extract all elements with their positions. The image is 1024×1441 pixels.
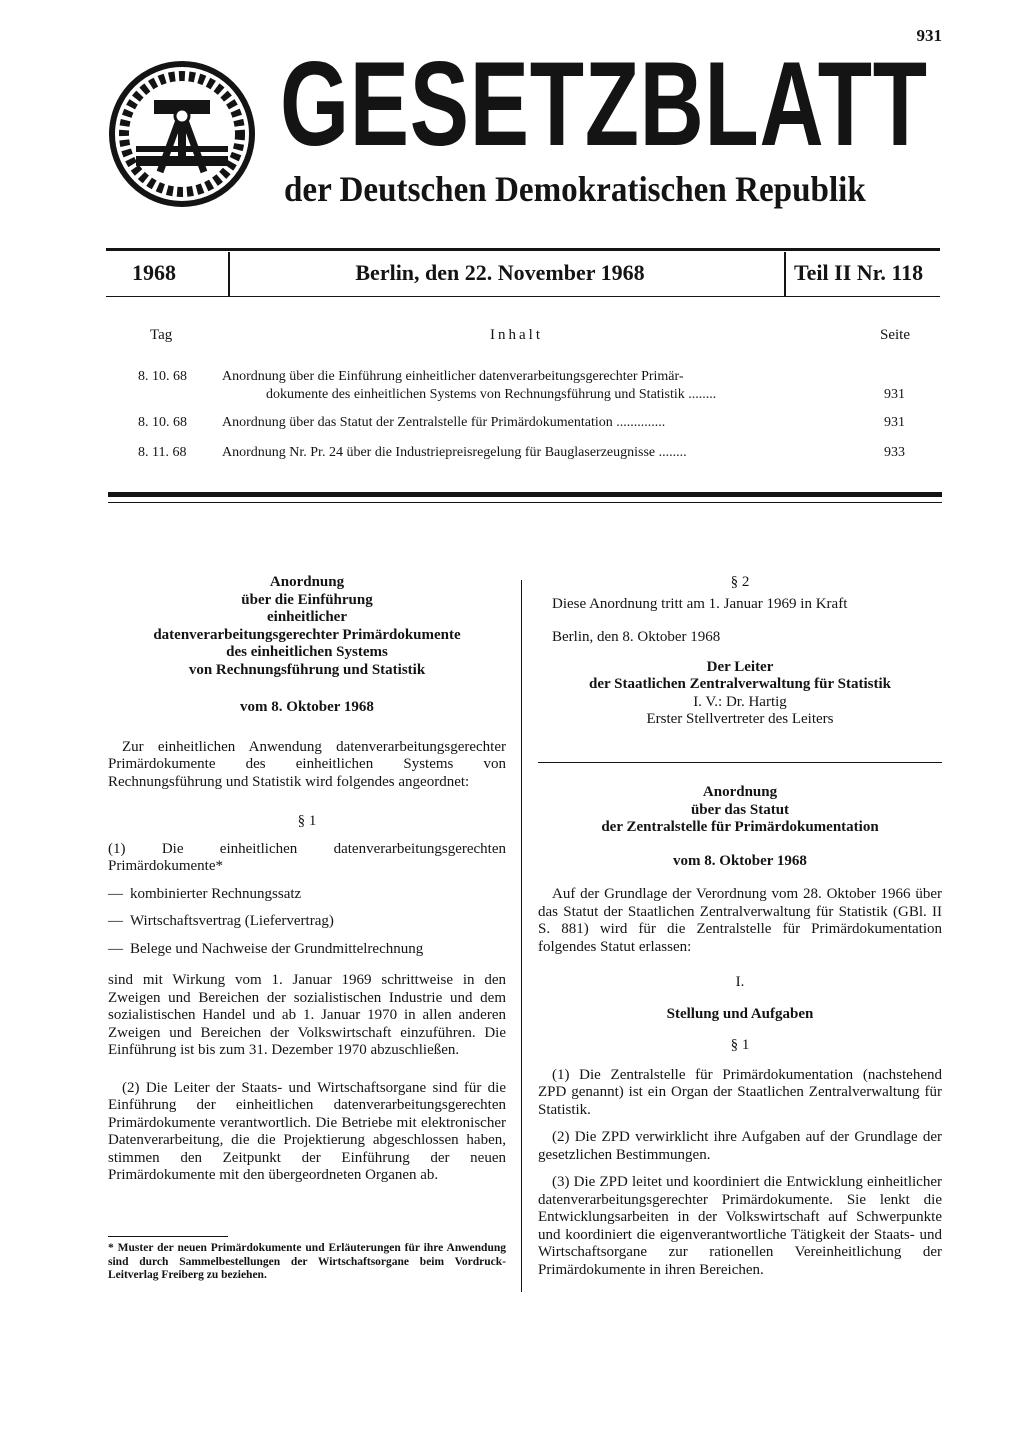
left-s1-p1: (1) Die einheitlichen datenverarbeitungsgerechten Primärdokumente*: [108, 840, 506, 874]
footnote-rule: [108, 1236, 228, 1237]
toc-rule-thick: [108, 492, 942, 497]
issue-divider: [228, 252, 230, 296]
footnote: * Muster der neuen Primärdokumente und Erläuterungen für ihre Anwendung sind durch Sammelbestellungen der Wirtschaftsorgane beim Vordruck-Leitverlag Freiberg zu beziehen.: [108, 1242, 506, 1281]
dash-marker: —: [108, 940, 123, 957]
toc-entry-title[interactable]: [222, 368, 842, 404]
right-date: vom 8. Oktober 1968: [673, 852, 807, 869]
title-line: Anordnung: [269, 574, 345, 590]
list-item: [108, 941, 506, 959]
toc-entry-date: 8. 10. 68: [138, 369, 187, 384]
toc-col-date: Tag: [150, 327, 173, 343]
right-s2-text: Diese Anordnung tritt am 1. Januar 1969 in Kraft: [552, 595, 848, 612]
title-line: datenverarbeitungsgerechter Primärdokumente: [153, 626, 461, 643]
right-p2: (2) Die ZPD verwirklicht ihre Aufgaben auf der Grundlage der gesetzlichen Bestimmungen.: [538, 1129, 942, 1163]
list-item-text: kombinierter Rechnungssatz: [130, 885, 302, 902]
state-emblem: [108, 60, 256, 208]
title-line: einheitlicher: [267, 609, 347, 625]
toc-entry-page: 931: [884, 387, 905, 402]
signatory-name: I. V.: Dr. Hartig: [693, 693, 787, 710]
list-item-text: Wirtschaftsvertrag (Liefervertrag): [130, 913, 334, 929]
right-p3: (3) Die ZPD leitet und koordiniert die Entwicklung einheitlicher datenverarbeitungsgerechter Primärdokumente. Sie lenkt die Entwicklungsarbeiten in der Volkswirtschaft auf Schwerpunkte und koordiniert die eigenverantwortliche Tätigkeit der Staats- und Wirtschaftsorgane zur rationellen Vereinheitlichung der Primärdokumente in ihren Bereichen.: [538, 1174, 942, 1278]
right-s2-heading: § 2: [730, 574, 750, 590]
list-item: [108, 886, 506, 904]
left-title: [108, 574, 506, 679]
title-line: des einheitlichen Systems: [226, 644, 388, 660]
part-heading: I.: [735, 974, 745, 990]
left-s1-cont: sind mit Wirkung vom 1. Januar 1969 schrittweise in den Zweigen und Bereichen der sozialistischen Industrie und dem sozialistischen Handel und ab 1. Januar 1970 in allen anderen Zweigen und Bereichen der Volkswirtschaft einzuführen. Die Einführung ist bis zum 31. Dezember 1970 abzuschließen.: [108, 972, 506, 1058]
signatory-title: Der Leiter: [706, 658, 774, 675]
toc-entry-title-line: Anordnung über die Einführung einheitlicher datenverarbeitungsgerechter Primär-: [222, 369, 684, 384]
issue-divider: [784, 252, 786, 296]
right-column: [538, 784, 942, 1279]
toc-entry-date: 8. 11. 68: [138, 445, 187, 460]
left-s1-p2: (2) Die Leiter der Staats- und Wirtschaftsorgane sind für die Einführung der einheitlichen datenverarbeitungsgerechten Primärdokumente verantwortlich. Die Betriebe mit elektronischer Datenverarbeitung, die die Projektierung abgeschlossen haben, stimmen den Zeitpunkt der Einführung der neuen Primärdokumente mit den übergeordneten Organen ab.: [108, 1079, 506, 1183]
masthead-subtitle: der Deutschen Demokratischen Republik: [284, 169, 866, 209]
issue-rule: [106, 296, 940, 297]
issue-year: 1968: [132, 260, 176, 285]
list-item: [108, 913, 506, 931]
dash-marker: —: [108, 913, 123, 929]
toc-col-content: Inhalt: [490, 327, 543, 343]
title-line: über das Statut: [690, 801, 790, 818]
signatory-title: der Staatlichen Zentralverwaltung für Statistik: [589, 676, 891, 692]
column-rule: [521, 580, 522, 1292]
left-date: vom 8. Oktober 1968: [240, 699, 374, 715]
toc-col-page: Seite: [880, 327, 910, 343]
part-title: Stellung und Aufgaben: [666, 1005, 814, 1022]
title-line: der Zentralstelle für Primärdokumentation: [601, 819, 879, 835]
left-column: [108, 574, 506, 1185]
page-number: 931: [916, 26, 942, 45]
title-line: von Rechnungsführung und Statistik: [188, 661, 426, 678]
toc-entry-date: 8. 10. 68: [138, 415, 187, 430]
right-s1-heading: § 1: [730, 1037, 750, 1053]
masthead-title: GESETZBLATT: [280, 37, 928, 171]
toc-entry-page: 931: [884, 415, 905, 430]
title-line: Anordnung: [702, 784, 778, 800]
right-title: [538, 784, 942, 837]
dash-marker: —: [108, 885, 123, 902]
title-line: über die Einführung: [241, 591, 373, 608]
toc-rule-thin: [108, 502, 942, 503]
list-item-text: Belege und Nachweise der Grundmittelrechnung: [130, 940, 424, 957]
issue-part: Teil II Nr. 118: [794, 260, 924, 285]
right-p1: (1) Die Zentralstelle für Primärdokumentation (nachstehend ZPD genannt) ist ein Organ der Staatlichen Zentralverwaltung für Statistik.: [538, 1066, 942, 1118]
left-preamble: Zur einheitlichen Anwendung datenverarbeitungsgerechter Primärdokumente des einheitlichen Systems von Rechnungsführung und Statistik wird folgendes angeordnet:: [108, 738, 506, 790]
right-column-top: [538, 574, 942, 729]
header-rule: [106, 248, 940, 251]
issue-date: Berlin, den 22. November 1968: [355, 260, 645, 285]
toc-entry-title[interactable]: Anordnung Nr. Pr. 24 über die Industriepreisregelung für Bauglaserzeugnisse ........: [222, 445, 687, 460]
signatory-role: Erster Stellvertreter des Leiters: [646, 711, 834, 727]
right-preamble: Auf der Grundlage der Verordnung vom 28. Oktober 1966 über das Statut der Staatlichen Zentralverwaltung für Statistik (GBl. II S. 881) wird für die Zentralstelle für Primärdokumentation folgendes Statut erlassen:: [538, 886, 942, 955]
toc-entry-title[interactable]: Anordnung über das Statut der Zentralstelle für Primärdokumentation ..............: [222, 415, 666, 430]
toc-entry-title-line: dokumente des einheitlichen Systems von Rechnungsführung und Statistik ........: [266, 387, 717, 402]
left-s1-heading: § 1: [297, 813, 317, 829]
right-place-date: Berlin, den 8. Oktober 1968: [552, 629, 721, 645]
toc-entry-page: 933: [884, 445, 905, 460]
section-rule: [538, 762, 942, 763]
